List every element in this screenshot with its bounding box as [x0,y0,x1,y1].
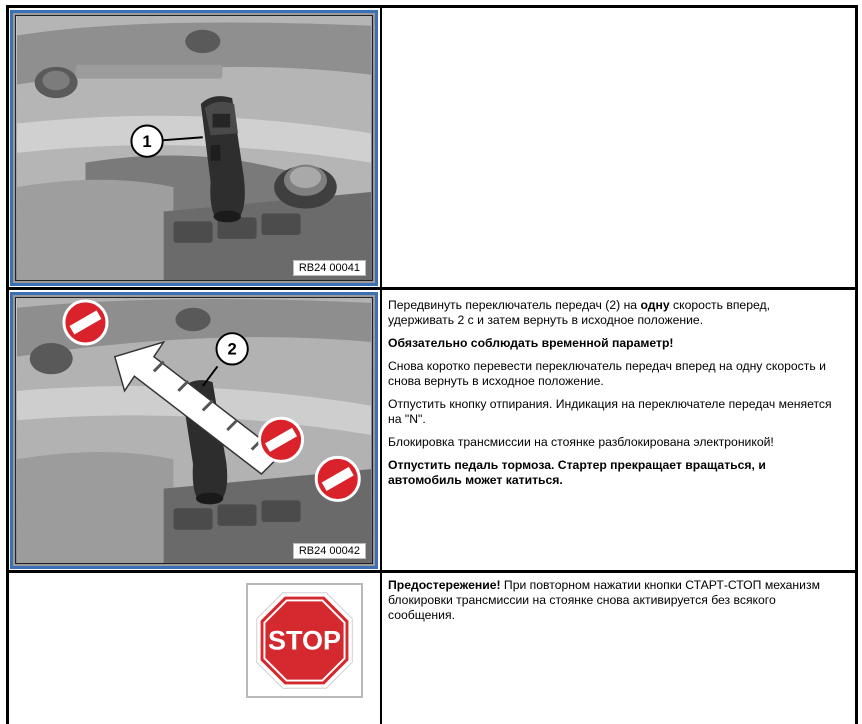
column-divider [380,5,382,724]
instruction-step-1 [388,298,838,328]
instruction-step-1-part-b: скорость вперед, удерживать 2 с и затем вернуть в исходное положение. [388,298,770,327]
timing-warning-text: Обязательно соблюдать временной параметр! [388,336,674,350]
row-divider-2 [6,570,858,573]
stop-sign-box [246,583,363,698]
photo-2-scene [15,297,373,564]
timing-warning [388,336,838,351]
row1-top-rule [6,5,858,8]
instruction-step-1-part-a: Передвинуть переключатель передач (2) на [388,298,641,312]
brake-instruction-text: Отпустить педаль тормоза. Стартер прекращает вращаться, и автомобиль может катиться. [388,458,766,487]
image-code-label-1: RB24 00041 [293,260,366,276]
callout-2-text: 2 [227,339,237,359]
row-divider-1 [6,287,858,290]
photo-1-scene [15,15,373,281]
brake-instruction [388,458,838,488]
no-entry-icon-bottom [316,457,359,500]
no-entry-icon-middle [260,418,303,461]
instruction-step-3: Отпустить кнопку отпирания. Индикация на переключателе передач меняется на "N". [388,397,832,426]
warning-label: Предостережение! [388,578,501,592]
warning-body: При повторном нажатии кнопки СТАРТ-СТОП механизм блокировки трансмиссии на стоянке снова активируется без всякого сообщения. [388,578,820,622]
callout-1-text: 1 [142,132,152,152]
instruction-step-2: Снова коротко перевести переключатель передач вперед на одну скорость и снова вернуть в исходное положение. [388,359,826,388]
instructions-text [388,298,838,496]
stop-sign-text: STOP [267,625,342,656]
warning-text [388,578,843,631]
instruction-step-1-emphasis: одну [640,298,670,312]
stop-sign-icon [248,585,361,696]
gear-selector-photo-1 [10,10,378,286]
unlock-status: Блокировка трансмиссии на стоянке разблокирована электроникой! [388,435,774,449]
no-entry-icon-top [64,301,107,344]
gear-shift-illustration [16,298,372,563]
center-console-illustration [16,16,372,280]
gear-selector-photo-2 [10,292,378,569]
image-code-label-2: RB24 00042 [293,543,366,559]
warning-paragraph [388,578,843,623]
